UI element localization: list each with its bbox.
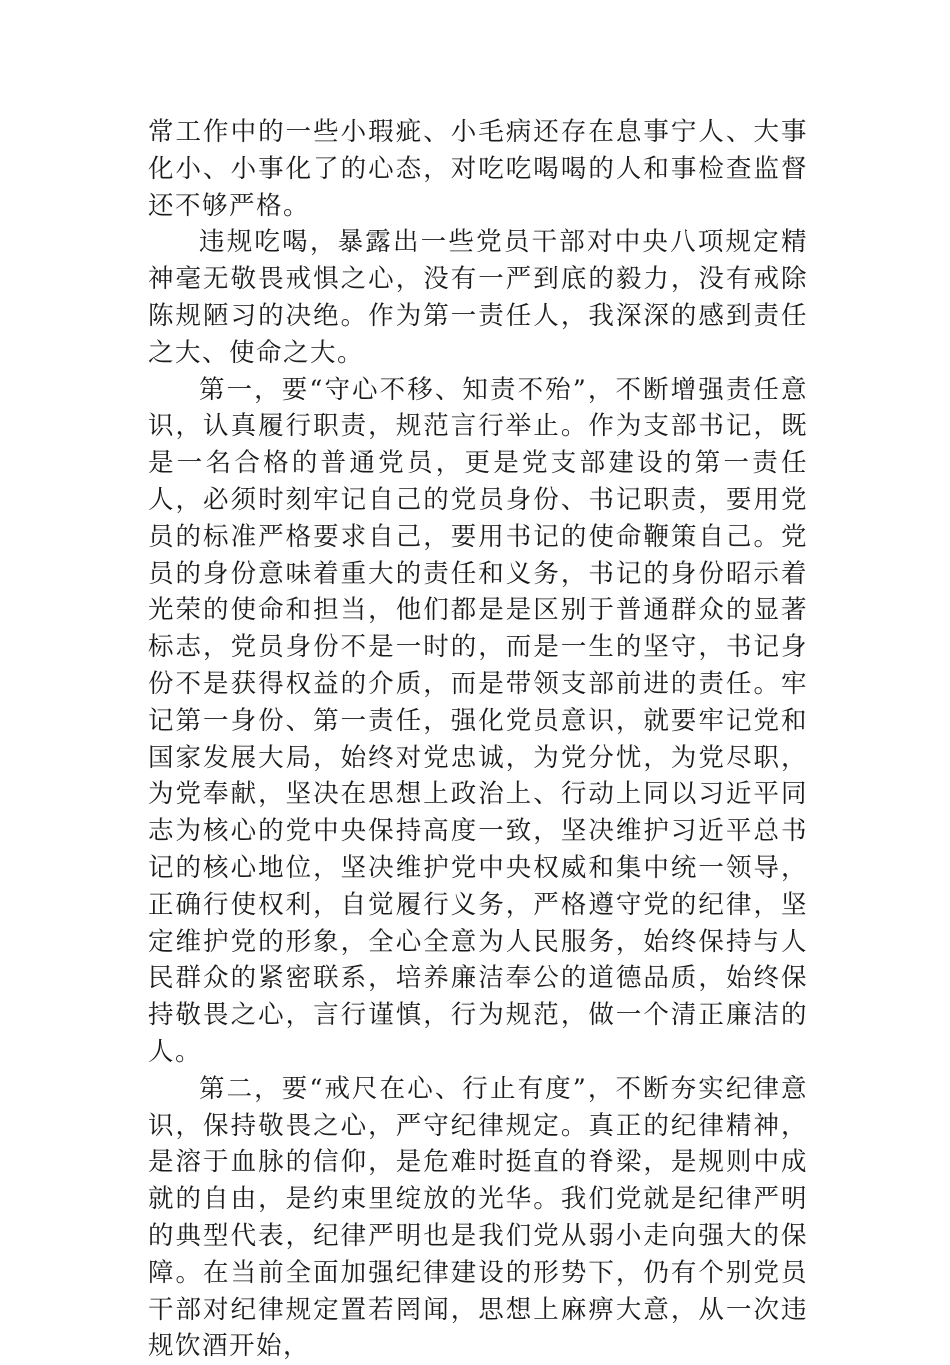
paragraph-point-two: 第二，要“戒尺在心、行止有度”，不断夯实纪律意识，保持敬畏之心，严守纪律规定。真正的纪律精神，是溶于血脉的信仰，是危难时挺直的脊梁，是规则中成就的自由，是约束里绽放的光华。我们党就是纪律严明的典型代表，纪律严明也是我们党从弱小走向强大的保障。在当前全面加强纪律建设的形势下，仍有个别党员干部对纪律规定置若罔闻，思想上麻痹大意，从一次违规饮酒开始， xyxy=(148,1073,808,1362)
paragraph-violation-summary: 违规吃喝，暴露出一些党员干部对中央八项规定精神毫无敬畏戒惧之心，没有一严到底的毅力，没有戒除陈规陋习的决绝。作为第一责任人，我深深的感到责任之大、使命之大。 xyxy=(148,227,808,368)
paragraph-point-one: 第一，要“守心不移、知责不殆”，不断增强责任意识，认真履行职责，规范言行举止。作为支部书记，既是一名合格的普通党员，更是党支部建设的第一责任人，必须时刻牢记自己的党员身份、书记职责，要用党员的标准严格要求自己，要用书记的使命鞭策自己。党员的身份意味着重大的责任和义务，书记的身份昭示着光荣的使命和担当，他们都是是区别于普通群众的显著标志，党员身份不是一时的，而是一生的坚守，书记身份不是获得权益的介质，而是带领支部前进的责任。牢记第一身份、第一责任，强化党员意识，就要牢记党和国家发展大局，始终对党忠诚，为党分忧，为党尽职，为党奉献，坚决在思想上政治上、行动上同以习近平同志为核心的党中央保持高度一致，坚决维护习近平总书记的核心地位，坚决维护党中央权威和集中统一领导，正确行使权利，自觉履行义务，严格遵守党的纪律，坚定维护党的形象，全心全意为人民服务，始终保持与人民群众的紧密联系，培养廉洁奉公的道德品质，始终保持敬畏之心，言行谨慎，行为规范，做一个清正廉洁的人。 xyxy=(148,374,808,1067)
paragraph-continuation: 常工作中的一些小瑕疵、小毛病还存在息事宁人、大事化小、小事化了的心态，对吃吃喝喝的人和事检查监督还不够严格。 xyxy=(148,117,808,221)
document-body xyxy=(148,114,808,1365)
